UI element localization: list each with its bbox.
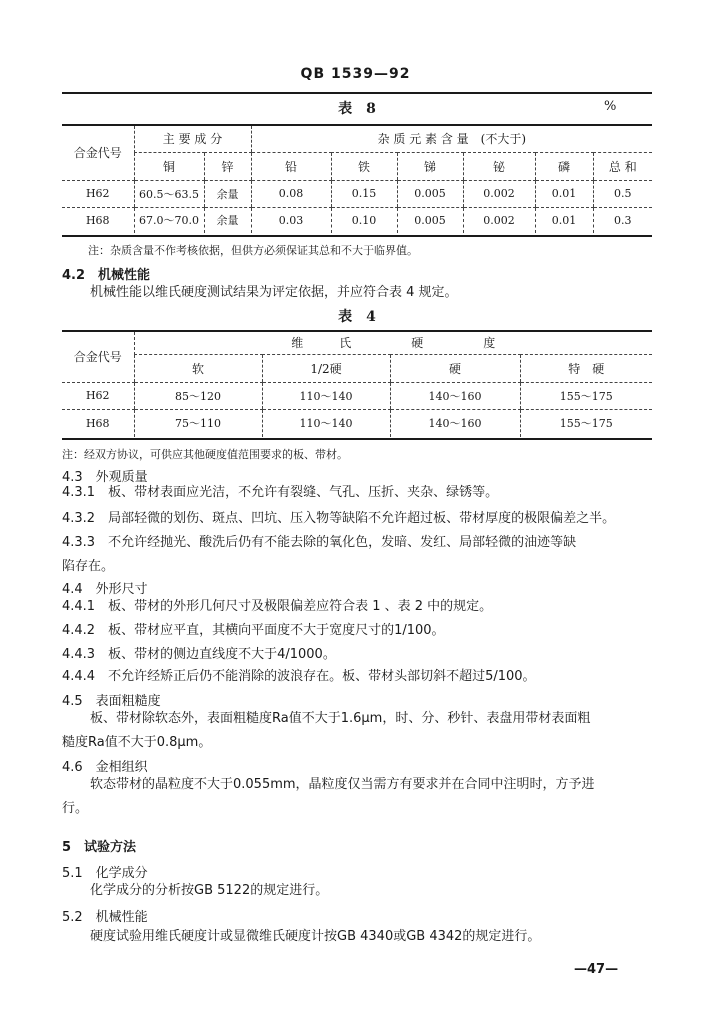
table8-cell: 60.5～63.5 (134, 180, 204, 207)
section-4-4-4: 4.4.4 不允许经矫正后仍不能消除的波浪存在。板、带材头部切斜不超过5/100。 (62, 669, 536, 684)
table4-cell: 85～120 (134, 382, 262, 409)
table8-caption: 表 8 (338, 101, 376, 117)
table8-cell: 0.01 (535, 180, 593, 207)
table8-cell: H62 (62, 180, 134, 207)
table8-bottom-rule (62, 235, 652, 237)
table8-unit: % (604, 99, 617, 114)
section-4-4-heading: 4.4 外形尺寸 (62, 582, 148, 597)
table8 (62, 126, 652, 233)
section-4-4-2: 4.4.2 板、带材应平直，其横向平面度不大于宽度尺寸的1/100。 (62, 623, 445, 638)
table4-cell: 140～160 (390, 382, 520, 409)
section-4-3-3: 4.3.3 不允许经抛光、酸洗后仍有不能去除的氧化色，发暗、发红、局部轻微的油迹等缺 (62, 535, 577, 550)
table4-col-half-hard: 1/2硬 (262, 354, 390, 382)
table4-col-hard: 硬 (390, 354, 520, 382)
table8-cell: 0.03 (251, 207, 331, 233)
section-4-6-text-cont: 行。 (62, 801, 89, 816)
table8-col-zn: 锌 (204, 152, 251, 180)
table8-cell: 0.10 (331, 207, 397, 233)
table4-cell: 155～175 (520, 409, 652, 437)
section-5-heading: 5 试验方法 (62, 840, 137, 855)
table4-col-extra-hard: 特 硬 (520, 354, 652, 382)
table4-bottom-rule (62, 438, 652, 440)
table8-col-cu: 铜 (134, 152, 204, 180)
section-4-3-heading: 4.3 外观质量 (62, 470, 148, 485)
table8-cell: 0.005 (397, 180, 463, 207)
table8-impurity-group: 杂 质 元 素 含 量 (不大于) (251, 126, 652, 152)
table8-cell: 0.01 (535, 207, 593, 233)
table8-main-group: 主 要 成 分 (134, 126, 251, 152)
section-4-3-1: 4.3.1 板、带材表面应光洁，不允许有裂缝、气孔、压折、夹杂、绿锈等。 (62, 485, 499, 500)
section-4-5-text-cont: 糙度Ra值不大于0.8μm。 (62, 735, 212, 750)
section-4-5-text: 板、带材除软态外，表面粗糙度Ra值不大于1.6μm，时、分、秒针、表盘用带材表面粗 (90, 711, 591, 726)
table8-row (62, 207, 652, 233)
table4-cell: 75～110 (134, 409, 262, 437)
table8-cell: 余量 (204, 180, 251, 207)
table8-alloy-header: 合金代号 (62, 126, 134, 180)
table4-caption: 表 4 (338, 309, 376, 325)
section-4-4-1: 4.4.1 板、带材的外形几何尺寸及极限偏差应符合表 1 、表 2 中的规定。 (62, 599, 493, 614)
table4-cell: 110～140 (262, 382, 390, 409)
table8-col-fe: 铁 (331, 152, 397, 180)
table4-alloy-header: 合金代号 (62, 332, 134, 382)
table4-cell: 140～160 (390, 409, 520, 437)
table4-row (62, 382, 652, 409)
table8-cell: 0.08 (251, 180, 331, 207)
section-5-1-text: 化学成分的分析按GB 5122的规定进行。 (90, 883, 329, 898)
standard-code: QB 1539—92 (300, 66, 411, 82)
table4-row (62, 409, 652, 437)
table4-cell: 110～140 (262, 409, 390, 437)
section-4-3-3-cont: 陷存在。 (62, 559, 115, 574)
table4-cell: 155～175 (520, 382, 652, 409)
table8-cell: 0.002 (463, 207, 535, 233)
table4 (62, 332, 652, 437)
table8-note: 注：杂质含量不作考核依据，但供方必须保证其总和不大于临界值。 (88, 244, 418, 257)
table8-cell: 0.5 (593, 180, 652, 207)
section-4-3-2: 4.3.2 局部轻微的划伤、斑点、凹坑、压入物等缺陷不允许超过板、带材厚度的极限偏差之半。 (62, 511, 616, 526)
section-4-5-heading: 4.5 表面粗糙度 (62, 694, 161, 709)
table4-col-soft: 软 (134, 354, 262, 382)
table8-cell: 0.15 (331, 180, 397, 207)
section-4-6-text: 软态带材的晶粒度不大于0.055mm，晶粒度仅当需方有要求并在合同中注明时，方予进 (90, 777, 595, 792)
table4-note: 注：经双方协议，可供应其他硬度值范围要求的板、带材。 (62, 448, 348, 461)
section-5-2-text: 硬度试验用维氏硬度计或显微维氏硬度计按GB 4340或GB 4342的规定进行。 (90, 929, 541, 944)
table8-cell: 0.002 (463, 180, 535, 207)
table8-cell: 余量 (204, 207, 251, 233)
table8-cell: 0.005 (397, 207, 463, 233)
table8-col-pb: 铅 (251, 152, 331, 180)
table8-col-sb: 锑 (397, 152, 463, 180)
table4-group-header: 维 氏 硬 度 (134, 332, 652, 354)
table4-cell: H62 (62, 382, 134, 409)
table4-cell: H68 (85, 416, 110, 430)
section-5-2-heading: 5.2 机械性能 (62, 910, 148, 925)
table8-cell: H68 (85, 213, 110, 227)
table8-col-total: 总 和 (593, 152, 652, 180)
section-4-2-text: 机械性能以维氏硬度测试结果为评定依据，并应符合表 4 规定。 (90, 285, 458, 300)
table8-cell: 0.3 (593, 207, 652, 233)
table8-col-p: 磷 (535, 152, 593, 180)
page-number: —47— (574, 962, 619, 977)
section-4-4-3: 4.4.3 板、带材的侧边直线度不大于4/1000。 (62, 647, 336, 662)
section-4-2-heading: 4.2 机械性能 (62, 268, 151, 283)
section-4-6-heading: 4.6 金相组织 (62, 760, 148, 775)
section-5-1-heading: 5.1 化学成分 (62, 866, 148, 881)
table8-row (62, 180, 652, 207)
table8-col-bi: 铋 (463, 152, 535, 180)
table8-top-rule (62, 92, 652, 94)
table8-cell: 67.0～70.0 (134, 207, 204, 233)
